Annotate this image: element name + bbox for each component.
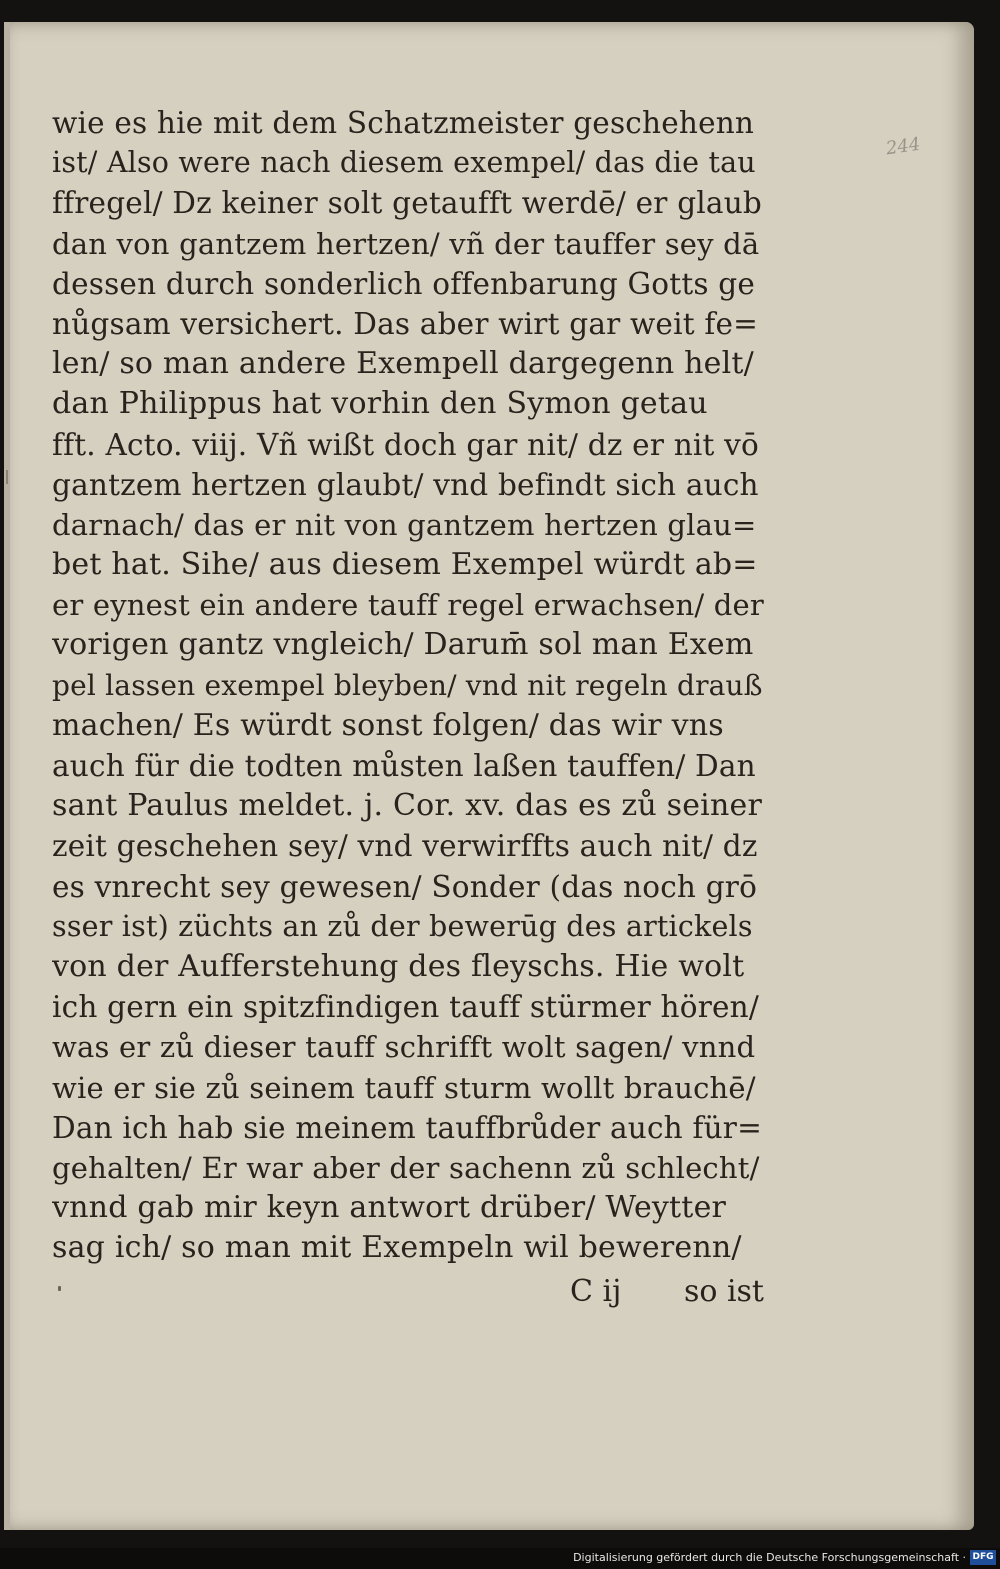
text-line: was er zů dieser tauff schrifft wolt sagen/ vnnd [52,1030,756,1065]
text-line: wie er sie zů seinem tauff sturm wollt brauchē/ [52,1070,756,1105]
text-line: ist/ Also were nach diesem exempel/ das die tau [52,146,756,180]
funding-credit: Digitalisierung gefördert durch die Deutsche Forschungsgemeinschaft · [573,1551,966,1564]
text-line: len/ so man andere Exempell dargegenn helt/ [52,346,754,382]
body-text [52,103,764,1268]
text-line: fft. Acto. viij. Vñ wißt doch gar nit/ dz er nit vō [52,427,759,462]
text-line: ffregel/ Dz keiner solt getaufft werdē/ er glaub [52,186,762,221]
text-line: wie es hie mit dem Schatzmeister geschehenn [52,106,755,140]
page-gutter-edge [4,22,10,1530]
signature-line [52,1274,764,1314]
text-line: nůgsam versichert. Das aber wirt gar weit fe= [52,306,759,341]
text-line: sant Paulus meldet. j. Cor. xv. das es zů seiner [52,788,762,824]
text-line: zeit geschehen sey/ vnd verwirffts auch nit/ dz [52,829,758,864]
text-line: gehalten/ Er war aber der sachenn zů schlecht/ [52,1150,760,1185]
signature-mark: C ij [570,1274,622,1309]
text-line: dan Philippus hat vorhin den Symon getau [52,386,708,422]
text-line: bet hat. Sihe/ aus diesem Exempel würdt ab= [52,547,758,583]
text-line: von der Aufferstehung des fleyschs. Hie wolt [52,948,745,984]
text-line: sser ist) züchts an zů der bewerūg des artickels [52,909,753,943]
margin-folio-note: 244 [884,133,922,160]
text-line: gantzem hertzen glaubt/ vnd befindt sich auch [52,467,759,502]
catchword: so ist [683,1274,764,1309]
dfg-logo: DFG [970,1550,996,1565]
text-line: sag ich/ so man mit Exempeln wil bewerenn/ [52,1230,742,1266]
text-line: er eynest ein andere tauff regel erwachsen/ der [52,588,764,623]
text-line: vorigen gantz vngleich/ Darum̄ sol man Exem [52,627,754,663]
text-line: es vnrecht sey gewesen/ Sonder (das noch grō [52,869,758,904]
text-line: dessen durch sonderlich offenbarung Gotts ge [52,266,756,301]
stray-ink-dot [58,1286,61,1291]
text-line: dan von gantzem hertzen/ vñ der tauffer sey dā [52,226,760,261]
stray-ink-mark [6,470,8,484]
text-line: auch für die todten můsten laßen tauffen/ Dan [52,749,756,783]
text-line: ich gern ein spitzfindigen tauff stürmer hören/ [52,990,759,1025]
text-line: Dan ich hab sie meinem tauffbrůder auch für= [52,1110,762,1145]
text-line: pel lassen exempel bleyben/ vnd nit regeln drauß [52,668,763,702]
text-line: vnnd gab mir keyn antwort drüber/ Weytter [52,1190,727,1226]
text-line: machen/ Es würdt sonst folgen/ das wir vns [52,707,724,743]
text-line: darnach/ das er nit von gantzem hertzen glau= [52,507,757,542]
